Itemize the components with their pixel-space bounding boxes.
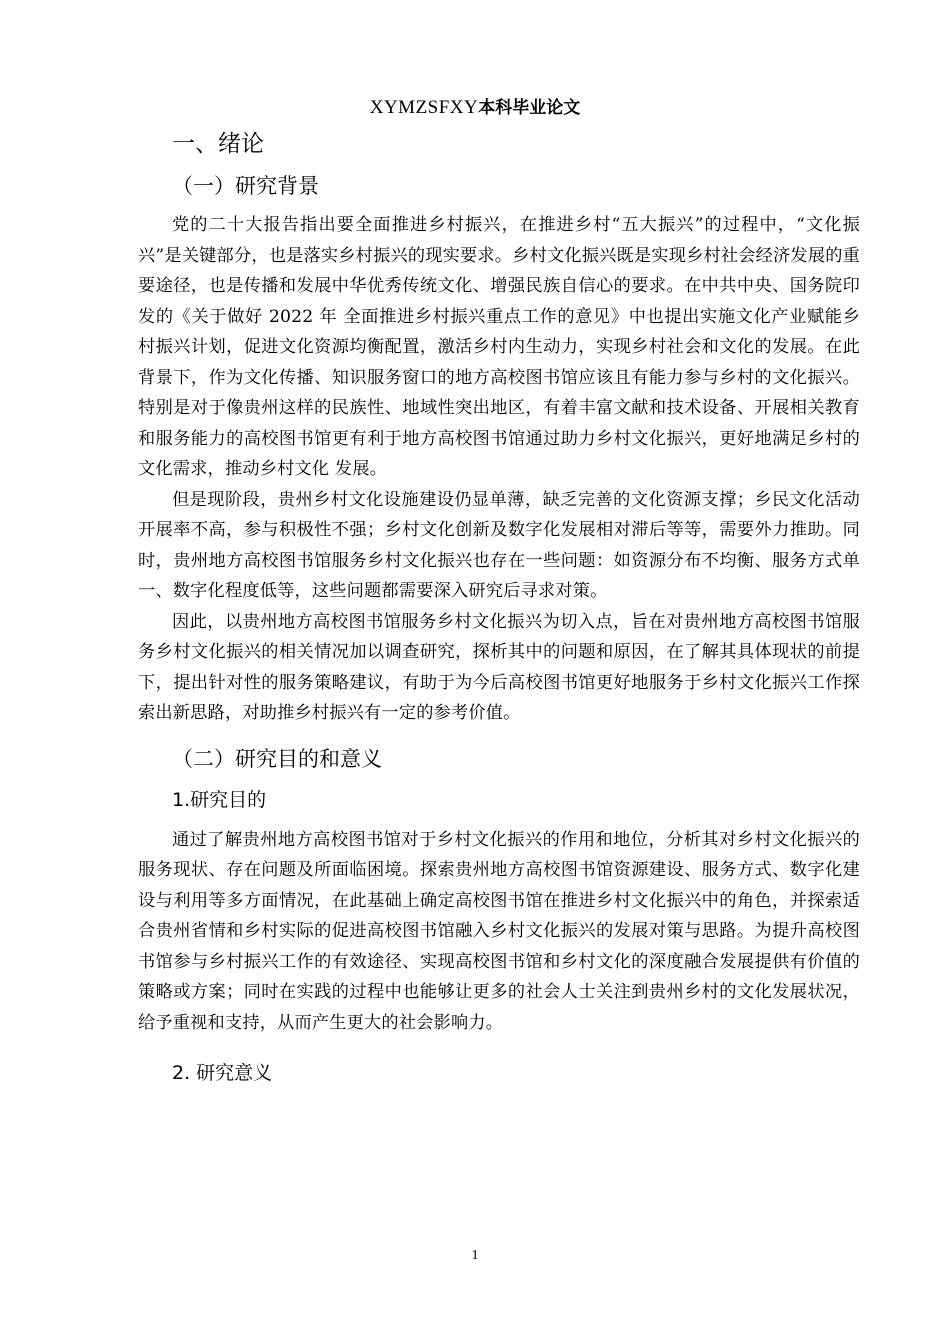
spacer xyxy=(138,1038,860,1056)
chapter-title: 一、绪论 xyxy=(172,131,264,157)
header-label: 本科毕业论文 xyxy=(478,98,581,118)
subsection-title-purpose: 1.研究目的 xyxy=(172,788,267,811)
paragraph: 通过了解贵州地方高校图书馆对于乡村文化振兴的作用和地位，分析其对乡村文化振兴的服务现状、存在问题及所面临困境。探索贵州地方高校图书馆资源建设、服务方式、数字化建设与利用等多方面情况，在此基础上确定高校图书馆在推进乡村文化振兴中的角色，并探索适合贵州省情和乡村实际的促进高校图书馆融入乡村文化振兴的发展对策与思路。为提升高校图书馆参与乡村振兴工作的有效途径、实现高校图书馆和乡村文化的深度融合发展提供有价值的策略或方案；同时在实践的过程中也能够让更多的社会人士关注到贵州乡村的文化发展状况，给予重视和支持，从而产生更大的社会影响力。 xyxy=(138,829,860,1033)
body-content xyxy=(138,124,860,1098)
spacer xyxy=(138,729,860,737)
paragraph: 但是现阶段，贵州乡村文化设施建设仍显单薄，缺乏完善的文化资源支撑；乡民文化活动开展率不高，参与积极性不强；乡村文化创新及数字化发展相对滞后等等，需要外力推助。同时，贵州地方高校图书馆服务乡村文化振兴也存在一些问题：如资源分布不均衡、服务方式单一、数字化程度低等，这些问题都需要深入研究后寻求对策。 xyxy=(138,489,860,601)
section-title-purpose-significance: （二）研究目的和意义 xyxy=(172,746,382,771)
page-number: 1 xyxy=(471,1248,479,1263)
paragraph: 因此，以贵州地方高校图书馆服务乡村文化振兴为切入点，旨在对贵州地方高校图书馆服务乡村文化振兴的相关情况加以调查研究，探析其中的问题和原因，在了解其具体现状的前提下，提出针对性的服务策略建议，有助于为今后高校图书馆更好地服务于乡村文化振兴工作探索出新思路，对助推乡村振兴有一定的参考价值。 xyxy=(138,611,860,723)
subsection-title-significance: 2. 研究意义 xyxy=(172,1062,273,1084)
section-title-background: （一）研究背景 xyxy=(172,174,319,198)
header-code: XYMZSFXY xyxy=(369,97,479,118)
running-header xyxy=(0,94,950,121)
paragraph: 党的二十大报告指出要全面推进乡村振兴，在推进乡村“五大振兴”的过程中，“文化振兴”是关键部分，也是落实乡村振兴的现实要求。乡村文化振兴既是实现乡村社会经济发展的重要途径，也是传播和发展中华优秀传统文化、增强民族自信心的要求。在中共中央、国务院印发的《关于做好 2022 年 全面推进乡村振兴重点工作的意见》中也提出实施文化产业赋能乡村振兴计划，促进文化资源均衡配置，激活乡村内生动力，实现乡村社会和文化的发展。在此背景下，作为文化传播、知识服务窗口的地方高校图书馆应该且有能力参与乡村的文化振兴。特别是对于像贵州这样的民族性、地域性突出地区，有着丰富文献和技术设备、开展相关教育和服务能力的高校图书馆更有利于地方高校图书馆通过助力乡村文化振兴，更好地满足乡村的文化需求，推动乡村文化 发展。 xyxy=(138,215,860,479)
